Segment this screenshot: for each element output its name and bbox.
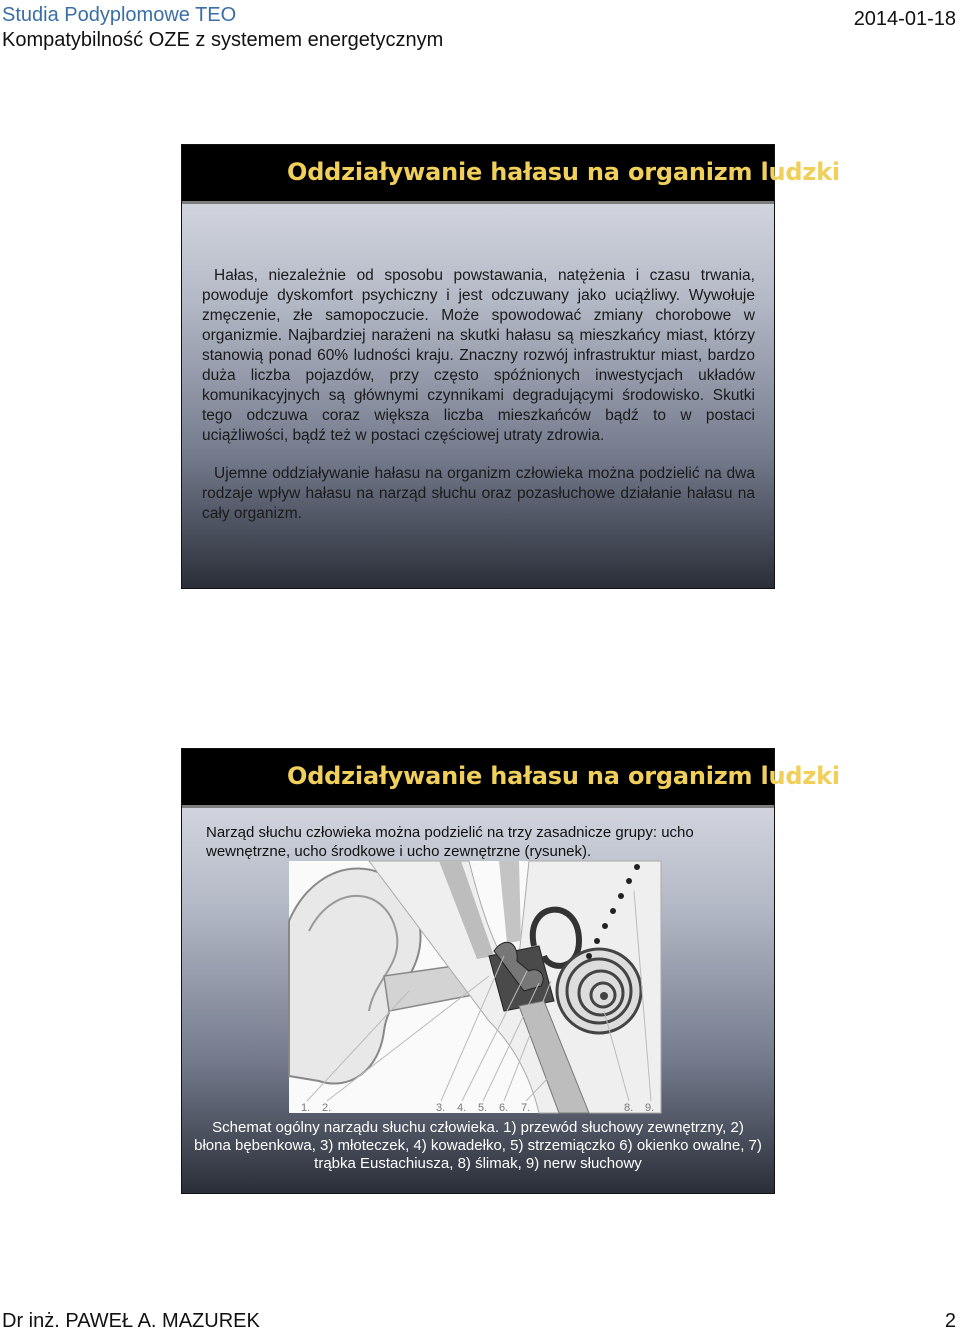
slide-1 — [181, 144, 840, 589]
figure-label-5: 5. — [478, 1102, 488, 1114]
subject-title: Kompatybilność OZE z systemem energetycznym — [2, 29, 444, 51]
footer-page-number: 2 — [944, 1310, 956, 1332]
figure-label-8: 8. — [624, 1102, 634, 1114]
cochlea-shape — [557, 949, 641, 1033]
slide-2-title: Oddziaływanie hałasu na organizm ludzki — [287, 762, 840, 790]
figure-label-3: 3. — [436, 1102, 446, 1114]
slide-1-title: Oddziaływanie hałasu na organizm ludzki — [287, 158, 840, 186]
figure-label-1: 1. — [301, 1102, 311, 1114]
figure-label-2: 2. — [322, 1102, 332, 1114]
footer-author: Dr inż. PAWEŁ A. MAZUREK — [2, 1310, 260, 1332]
course-title: Studia Podyplomowe TEO — [2, 4, 237, 26]
figure-caption: Schemat ogólny narządu słuchu człowieka. 1) przewód słuchowy zewnętrzny, 2) błona bębenkowa, 3) młoteczek, 4) kowadełko, 5) strzemiączko 6) okienko owalne, 7) trąbka Eustachiusza, 8) ślimak, 9) nerw słuchowy — [194, 1119, 762, 1172]
figure-label-4: 4. — [457, 1102, 467, 1114]
slide-1-paragraph-1: Hałas, niezależnie od sposobu powstawania, natężenia i czasu trwania, powoduje dyskomfort psychiczny i jest odczuwany jako uciążliwy. Wywołuje zmęczenie, złe samopoczucie. Może spowodować zmiany chorobowe w organizmie. Najbardziej narażeni na skutki hałasu są mieszkańcy miast, którzy stanowią ponad 60% ludności kraju. Znaczny rozwój infrastruktur miast, bardzo duża liczba pojazdów, przy często spóźnionych inwestycjach układów komunikacyjnych są głównymi czynnikami degradującymi środowisko. Skutki tego odczuwa coraz większa liczba mieszkańców bądź to w postaci uciążliwości, bądź też w postaci częściowej utraty zdrowia. — [202, 267, 755, 444]
slide-1-paragraph-2: Ujemne oddziaływanie hałasu na organizm człowieka można podzielić na dwa rodzaje wpływ hałasu na narząd słuchu oraz pozasłuchowe działanie hałasu na cały organizm. — [202, 465, 755, 522]
bone-band-shape-2 — [499, 861, 521, 943]
slide-2 — [181, 748, 840, 1194]
ear-diagram-svg — [289, 861, 661, 1113]
ear-diagram — [289, 861, 661, 1113]
slide-2-intro: Narząd słuchu człowieka można podzielić na trzy zasadnicze grupy: ucho wewnętrzne, ucho środkowe i ucho zewnętrzne (rysunek). — [206, 824, 694, 860]
figure-label-9: 9. — [645, 1102, 655, 1114]
header-left — [2, 3, 443, 53]
figure-label-6: 6. — [499, 1102, 509, 1114]
slide-1-title-bar — [182, 145, 840, 204]
figure-label-7: 7. — [521, 1102, 531, 1114]
slide-2-title-bar — [182, 749, 840, 808]
header-date: 2014-01-18 — [853, 8, 956, 30]
